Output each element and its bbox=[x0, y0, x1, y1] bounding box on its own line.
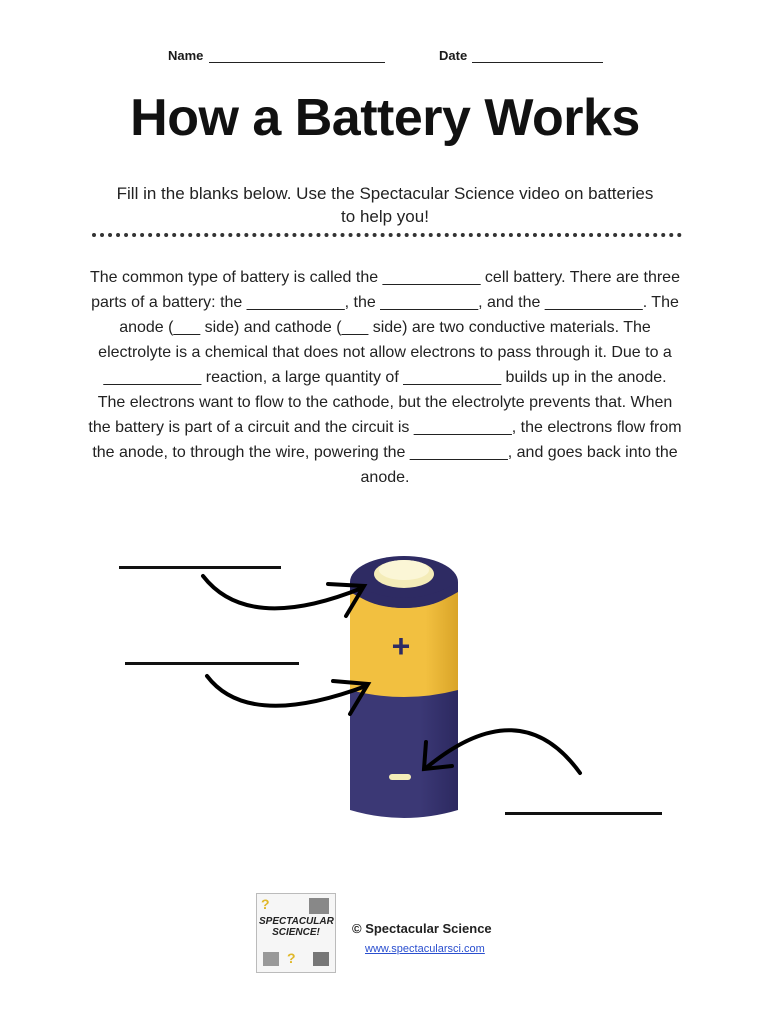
battery-diagram bbox=[0, 540, 770, 860]
date-blank[interactable] bbox=[472, 62, 603, 63]
spectacular-science-logo: ? ? SPECTACULAR SCIENCE! bbox=[256, 893, 336, 973]
minus-symbol-icon bbox=[389, 774, 411, 780]
name-label: Name bbox=[168, 48, 204, 63]
arrow-to-terminal-icon bbox=[203, 576, 364, 616]
dotted-divider bbox=[92, 233, 682, 237]
date-label: Date bbox=[439, 48, 468, 63]
name-blank[interactable] bbox=[209, 62, 385, 63]
fill-in-passage: The common type of battery is called the ___________ cell battery. There are three parts of a battery: the ___________, the ___________, and the ___________. The anode (___ side) and cathode (___ side) are two conductive materials. The electrolyte is a chemical that does not allow electrons to pass through it. Due to a ___________ reaction, a large quantity of ___________ builds up in the anode. The electrons want to flow to the cathode, but the electrolyte prevents that. When the battery is part of a circuit and the circuit is ___________, the electrons flow from the anode, to through the wire, powering the ___________, and goes back into the anode. bbox=[88, 269, 682, 486]
copyright-text: © Spectacular Science bbox=[352, 921, 492, 936]
instructions: Fill in the blanks below. Use the Spectacular Science video on batteries to help you! bbox=[116, 184, 654, 226]
plus-symbol: + bbox=[391, 628, 411, 664]
arrow-to-middle-icon bbox=[207, 676, 368, 714]
website-link[interactable]: www.spectacularsci.com bbox=[365, 943, 485, 955]
header-row bbox=[0, 46, 770, 66]
logo-text: SPECTACULAR SCIENCE! bbox=[259, 916, 334, 938]
page-title: How a Battery Works bbox=[130, 89, 640, 147]
